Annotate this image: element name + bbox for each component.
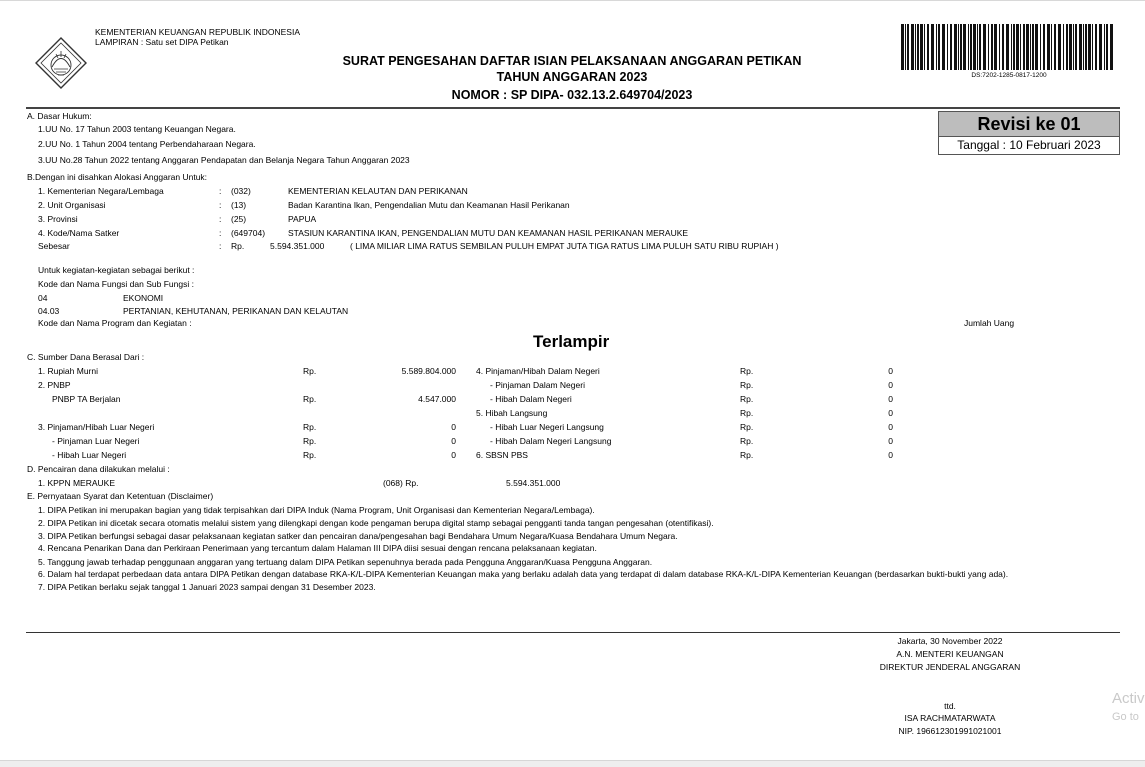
- signatory-nip: NIP. 196612301991021001: [898, 726, 1002, 736]
- funding-source-label: 6. SBSN PBS: [476, 450, 528, 460]
- barcode-bar: [983, 24, 986, 70]
- revision-date: Tanggal : 10 Februari 2023: [957, 138, 1101, 152]
- fungsi-name: EKONOMI: [123, 293, 164, 303]
- barcode-bar: [1079, 24, 1082, 70]
- kemenkeu-emblem-icon: [32, 36, 90, 90]
- funding-source-label: PNBP TA Berjalan: [52, 394, 121, 404]
- footer-divider: [26, 632, 1120, 633]
- funding-source-currency: Rp.: [740, 436, 754, 446]
- funding-source-label: - Pinjaman Dalam Negeri: [490, 380, 585, 390]
- barcode-bar: [938, 24, 940, 70]
- allocation-code: (25): [231, 214, 247, 224]
- funding-source-label: - Hibah Luar Negeri Langsung: [490, 422, 604, 432]
- barcode-bar: [1032, 24, 1034, 70]
- barcode-bar: [1066, 24, 1068, 70]
- funding-source-currency: Rp.: [740, 408, 754, 418]
- barcode-bar: [1023, 24, 1025, 70]
- barcode-bar: [1043, 24, 1045, 70]
- funding-source-currency: Rp.: [303, 422, 317, 432]
- section-b-heading: B.Dengan ini disahkan Alokasi Anggaran Untuk:: [27, 172, 208, 182]
- funding-source-amount: 0: [451, 436, 456, 446]
- barcode-bar: [1099, 24, 1102, 70]
- allocation-label: 1. Kementerian Negara/Lembaga: [38, 186, 164, 196]
- funding-source-label: - Hibah Dalam Negeri Langsung: [490, 436, 612, 446]
- barcode-bar: [1013, 24, 1015, 70]
- barcode-bar: [905, 24, 906, 70]
- section-e-heading: E. Pernyataan Syarat dan Ketentuan (Disclaimer): [27, 491, 214, 501]
- barcode-bar: [917, 24, 919, 70]
- funding-source-label: 4. Pinjaman/Hibah Dalam Negeri: [476, 366, 600, 376]
- barcode-bar: [973, 24, 976, 70]
- section-a-heading: A. Dasar Hukum:: [27, 111, 92, 121]
- barcode-bar: [1002, 24, 1004, 70]
- barcode-bar: [1085, 24, 1087, 70]
- barcode-bar: [968, 24, 969, 70]
- barcode-bar: [1073, 24, 1074, 70]
- section-c-heading: C. Sumber Dana Berasal Dari :: [27, 352, 145, 362]
- funding-source-amount: 0: [451, 450, 456, 460]
- signature-position: DIREKTUR JENDERAL ANGGARAN: [879, 662, 1021, 672]
- allocation-colon: :: [219, 186, 222, 196]
- signatory-name: ISA RACHMATARWATA: [904, 713, 996, 723]
- barcode-bar: [1006, 24, 1009, 70]
- funding-source-amount: 5.589.804.000: [401, 366, 456, 376]
- activation-watermark-title: Activ: [1112, 690, 1145, 707]
- funding-source-label: - Hibah Luar Negeri: [52, 450, 127, 460]
- kppn-name: 1. KPPN MERAUKE: [38, 478, 115, 488]
- barcode-bar: [1011, 24, 1012, 70]
- barcode-bar: [963, 24, 966, 70]
- barcode-bar: [1035, 24, 1038, 70]
- barcode-bar: [1054, 24, 1056, 70]
- revision-box: [938, 111, 1120, 155]
- sebesar-label: Sebesar: [38, 241, 70, 251]
- barcode-bar: [931, 24, 934, 70]
- funding-source-amount: 0: [888, 394, 893, 404]
- funding-source-currency: Rp.: [740, 394, 754, 404]
- funding-source-amount: 4.547.000: [418, 394, 456, 404]
- funding-source-label: - Hibah Dalam Negeri: [490, 394, 572, 404]
- barcode-bar: [1075, 24, 1077, 70]
- allocation-value: KEMENTERIAN KELAUTAN DAN PERIKANAN: [288, 186, 468, 196]
- barcode-bar: [911, 24, 914, 70]
- barcode-bar: [1088, 24, 1091, 70]
- fungsi-label: Kode dan Nama Fungsi dan Sub Fungsi :: [38, 279, 194, 289]
- barcode-bar: [1069, 24, 1072, 70]
- allocation-value: STASIUN KARANTINA IKAN, PENGENDALIAN MUTU DAN KEAMANAN HASIL PERIKANAN MERAUKE: [288, 228, 689, 238]
- barcode-bar: [991, 24, 993, 70]
- barcode-bar: [1047, 24, 1050, 70]
- barcode-bar: [924, 24, 925, 70]
- page-top-border: [0, 0, 1145, 1]
- disclaimer-item: 1. DIPA Petikan ini merupakan bagian yang tidak terpisahkan dari DIPA Induk (Nama Program, Unit Organisasi dan Kementerian Negara/Lembaga).: [38, 505, 595, 515]
- program-label: Kode dan Nama Program dan Kegiatan :: [38, 318, 192, 328]
- barcode-bar: [1095, 24, 1097, 70]
- barcode-bar: [1063, 24, 1064, 70]
- signature-ttd: ttd.: [944, 701, 956, 711]
- barcode-bar: [1083, 24, 1084, 70]
- disclaimer-item: 6. Dalam hal terdapat perbedaan data antara DIPA Petikan dengan database RKA-K/L-DIPA Kementerian Keuangan maka yang berlaku adalah data yang terdapat di dalam database RKA-K/L-DIPA Kementerian Keuangan (berdasarkan bukti-bukti yang ada).: [38, 569, 1009, 579]
- sebesar-colon: :: [219, 241, 222, 251]
- allocation-label: 4. Kode/Nama Satker: [38, 228, 120, 238]
- legal-basis-item: 3.UU No.28 Tahun 2022 tentang Anggaran Pendapatan dan Belanja Negara Tahun Anggaran 2023: [38, 155, 410, 165]
- funding-source-amount: 0: [888, 422, 893, 432]
- disclaimer-item: 2. DIPA Petikan ini dicetak secara otomatis melalui sistem yang dilengkapi dengan kode pengaman berupa digital stamp sebagai pengganti tanda tangan pengesahan (otentifikasi).: [38, 518, 714, 528]
- funding-source-label: 3. Pinjaman/Hibah Luar Negeri: [38, 422, 155, 432]
- funding-source-currency: Rp.: [740, 450, 754, 460]
- barcode-text: DS:7202-1285-0817-1200: [971, 72, 1047, 79]
- funding-source-currency: Rp.: [740, 422, 754, 432]
- barcode-bar: [901, 24, 904, 70]
- barcode-bar: [915, 24, 916, 70]
- barcode-bar: [947, 24, 948, 70]
- jumlah-uang-label: Jumlah Uang: [964, 318, 1015, 328]
- funding-source-currency: Rp.: [740, 366, 754, 376]
- barcode-bar: [979, 24, 981, 70]
- allocation-code: (13): [231, 200, 247, 210]
- activation-watermark-subtitle: Go to: [1112, 711, 1139, 723]
- section-d-heading: D. Pencairan dana dilakukan melalui :: [27, 464, 170, 474]
- barcode-bar: [927, 24, 929, 70]
- ministry-name: KEMENTERIAN KEUANGAN REPUBLIK INDONESIA: [95, 27, 300, 37]
- funding-source-amount: 0: [451, 422, 456, 432]
- funding-source-label: 2. PNBP: [38, 380, 71, 390]
- kppn-amount: 5.594.351.000: [506, 478, 561, 488]
- barcode-bar: [970, 24, 972, 70]
- legal-basis-item: 1.UU No. 17 Tahun 2003 tentang Keuangan Negara.: [38, 124, 236, 134]
- kppn-code: (068) Rp.: [383, 478, 419, 488]
- barcode-bar: [954, 24, 957, 70]
- terlampir-text: Terlampir: [533, 332, 610, 351]
- funding-source-currency: Rp.: [303, 366, 317, 376]
- funding-source-amount: 0: [888, 380, 893, 390]
- allocation-value: PAPUA: [288, 214, 317, 224]
- barcode-bar: [988, 24, 989, 70]
- barcode-bar: [958, 24, 959, 70]
- legal-basis-item: 2.UU No. 1 Tahun 2004 tentang Perbendaharaan Negara.: [38, 139, 256, 149]
- barcode-bar: [1104, 24, 1105, 70]
- barcode-bar: [1016, 24, 1019, 70]
- header-divider: [26, 107, 1120, 109]
- sebesar-amount: 5.594.351.000: [270, 241, 325, 251]
- revision-label: Revisi ke 01: [939, 112, 1119, 137]
- barcode-bar: [1030, 24, 1031, 70]
- barcode-bar: [1020, 24, 1021, 70]
- barcode-bar: [920, 24, 923, 70]
- allocation-label: 2. Unit Organisasi: [38, 200, 106, 210]
- barcode-bar: [1058, 24, 1061, 70]
- document-number: NOMOR : SP DIPA- 032.13.2.649704/2023: [451, 88, 693, 102]
- funding-source-currency: Rp.: [303, 450, 317, 460]
- document-title: SURAT PENGESAHAN DAFTAR ISIAN PELAKSANAAN ANGGARAN PETIKAN: [342, 54, 802, 68]
- funding-source-amount: 0: [888, 450, 893, 460]
- barcode-icon: [901, 24, 1117, 70]
- allocation-colon: :: [219, 214, 222, 224]
- barcode-bar: [994, 24, 997, 70]
- funding-source-amount: 0: [888, 436, 893, 446]
- disclaimer-item: 5. Tanggung jawab terhadap penggunaan anggaran yang tertuang dalam DIPA Petikan sepenuhnya berada pada Pengguna Anggaran/Kuasa Pengguna Anggaran.: [38, 557, 653, 567]
- funding-source-amount: 0: [888, 366, 893, 376]
- disclaimer-item: 4. Rencana Penarikan Dana dan Perkiraan Penerimaan yang tercantum dalam Halaman III DIPA diisi sesuai dengan rencana pelaksanaan kegiatan.: [38, 543, 597, 553]
- allocation-value: Badan Karantina Ikan, Pengendalian Mutu dan Keamanan Hasil Perikanan: [288, 200, 570, 210]
- funding-source-label: - Pinjaman Luar Negeri: [52, 436, 140, 446]
- subfungsi-name: PERTANIAN, KEHUTANAN, PERIKANAN DAN KELAUTAN: [123, 306, 349, 316]
- funding-source-label: 5. Hibah Langsung: [476, 408, 548, 418]
- funding-source-label: 1. Rupiah Murni: [38, 366, 99, 376]
- signature-behalf: A.N. MENTERI KEUANGAN: [896, 649, 1004, 659]
- allocation-label: 3. Provinsi: [38, 214, 78, 224]
- allocation-code: (649704): [231, 228, 266, 238]
- barcode-bar: [1110, 24, 1113, 70]
- barcode-bar: [1106, 24, 1108, 70]
- kegiatan-intro: Untuk kegiatan-kegiatan sebagai berikut :: [38, 265, 195, 275]
- lampiran-text: LAMPIRAN : Satu set DIPA Petikan: [95, 37, 229, 47]
- barcode-bar: [1051, 24, 1052, 70]
- document-year: TAHUN ANGGARAN 2023: [496, 70, 648, 84]
- fungsi-code: 04: [38, 293, 48, 303]
- barcode-bar: [999, 24, 1000, 70]
- disclaimer-item: 3. DIPA Petikan berfungsi sebagai dasar pelaksanaan kegiatan satker dan pencairan dana/pengesahan bagi Bendahara Umum Negara/Kuasa Bendahara Umum Negara.: [38, 531, 678, 541]
- signature-place-date: Jakarta, 30 November 2022: [897, 636, 1003, 646]
- allocation-colon: :: [219, 200, 222, 210]
- barcode-bar: [1026, 24, 1029, 70]
- barcode-bar: [950, 24, 952, 70]
- barcode-bar: [977, 24, 978, 70]
- funding-source-currency: Rp.: [303, 436, 317, 446]
- funding-source-currency: Rp.: [303, 394, 317, 404]
- allocation-colon: :: [219, 228, 222, 238]
- barcode-bar: [960, 24, 962, 70]
- allocation-code: (032): [231, 186, 251, 196]
- funding-source-amount: 0: [888, 408, 893, 418]
- funding-source-currency: Rp.: [740, 380, 754, 390]
- barcode-bar: [936, 24, 937, 70]
- sebesar-currency: Rp.: [231, 241, 245, 251]
- sebesar-words: ( LIMA MILIAR LIMA RATUS SEMBILAN PULUH EMPAT JUTA TIGA RATUS LIMA PULUH SATU RIBU RUPIAH ): [350, 241, 779, 251]
- barcode-bar: [907, 24, 909, 70]
- barcode-bar: [1092, 24, 1093, 70]
- disclaimer-item: 7. DIPA Petikan berlaku sejak tanggal 1 Januari 2023 sampai dengan 31 Desember 2023.: [38, 582, 376, 592]
- barcode-bar: [942, 24, 945, 70]
- subfungsi-code: 04.03: [38, 306, 60, 316]
- barcode-bar: [1040, 24, 1041, 70]
